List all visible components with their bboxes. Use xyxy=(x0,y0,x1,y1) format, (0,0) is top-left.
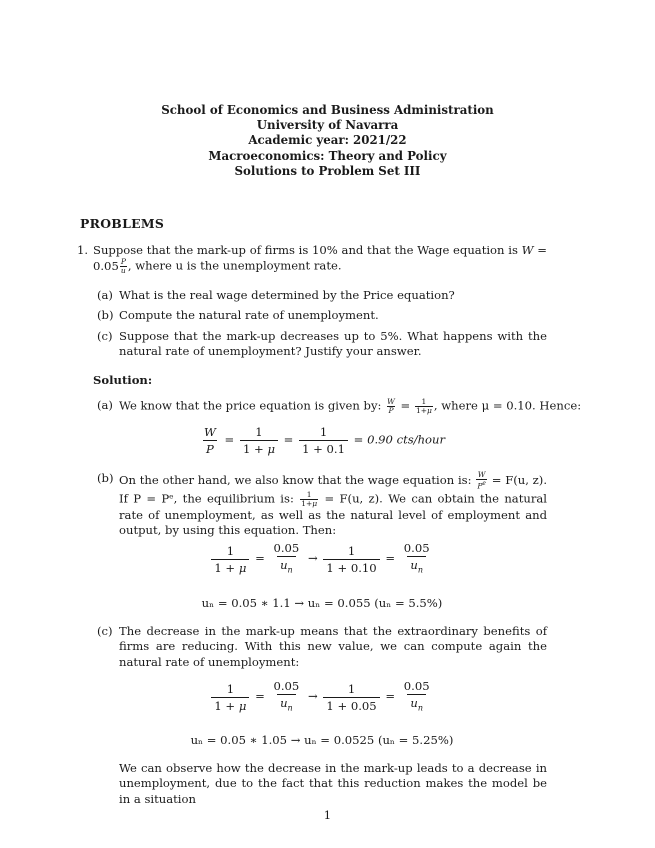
page-number: 1 xyxy=(323,808,332,822)
solution-c-conclusion: We can observe how the decrease in the mark-up leads to a decrease in unemployment, due to the fact that this reduction makes the model be in a situation xyxy=(119,761,547,806)
question-c: (c) Suppose that the mark-up decreases up to 5%. What happens with the natural rate of unemployment? Justify your answer. xyxy=(97,328,547,359)
header-course: Macroeconomics: Theory and Policy xyxy=(208,148,447,163)
question-b: (b) Compute the natural rate of unemployment. xyxy=(97,308,379,323)
problem-1 xyxy=(77,243,547,275)
problem-text-a: Suppose that the mark-up of firms is 10% and that the Wage equation is xyxy=(93,243,518,257)
wage-equation: W = 0.05 $\frac{P}{u}$ , xyxy=(93,243,547,276)
solution-b: (b) On the other hand, we also know that the wage equation is: $\frac{W}{P^e}$ = F(u, z). If P = Pᵉ, the equilibrium is: $\frac{1}{1+\mu}$ = F(u, z). We can obtain the natural rate of unemployment, as well as the natural level of employment and output, by using this equation. Then: xyxy=(97,470,548,537)
header-title: Solutions to Problem Set III xyxy=(234,163,421,178)
solution-c-equation-1: $\frac{1}{1 + \mu}$ = $\frac{0.05}{u_n}$ → $\frac{1}{1 + 0.05}$ = $\frac{0.05}{u_n}$ xyxy=(97,678,547,716)
price-fraction: $\frac{1}{1+\mu}$ xyxy=(415,397,432,415)
solution-b-equation-2: uₙ = 0.05 ∗ 1.1 → uₙ = 0.055 (uₙ = 5.5%) xyxy=(201,596,443,610)
w-over-p-fraction: $\frac{W}{P}$ xyxy=(387,397,395,415)
header-school: School of Economics and Business Administration xyxy=(161,103,494,117)
question-a: (a) What is the real wage determined by the Price equation? xyxy=(97,288,455,302)
problem-text xyxy=(93,243,547,275)
solution-b-equation-1: $\frac{1}{1 + \mu}$ = $\frac{0.05}{u_n}$ → $\frac{1}{1 + 0.10}$ = $\frac{0.05}{u_n}$ xyxy=(97,540,547,578)
header-academic-year: Academic year: 2021/22 xyxy=(248,133,407,148)
solution-a: (a) We know that the price equation is given by: $\frac{W}{P}$ = $\frac{1}{1+\mu}$ , where μ = 0.10. Hence: xyxy=(97,397,582,415)
solution-c-equation-2: uₙ = 0.05 ∗ 1.05 → uₙ = 0.0525 (uₙ = 5.25%) xyxy=(190,733,454,747)
solution-a-equation: $\frac{W}{P}$ = $\frac{1}{1 + \mu}$ = $\frac{1}{1 + 0.1}$ = 0.90 cts/hour xyxy=(203,425,446,456)
solution-c: (c) The decrease in the mark-up means that the extraordinary benefits of firms are reducing. With this new value, we can compute again the natural rate of unemployment: xyxy=(97,624,547,669)
problem-text-b: where u is the unemployment rate. xyxy=(135,258,342,273)
section-title: PROBLEMS xyxy=(80,216,165,231)
problem-number: 1. xyxy=(77,243,89,257)
document-header xyxy=(0,103,655,179)
solution-heading: Solution: xyxy=(93,373,153,387)
question-list xyxy=(97,288,547,360)
header-university: University of Navarra xyxy=(256,118,399,133)
